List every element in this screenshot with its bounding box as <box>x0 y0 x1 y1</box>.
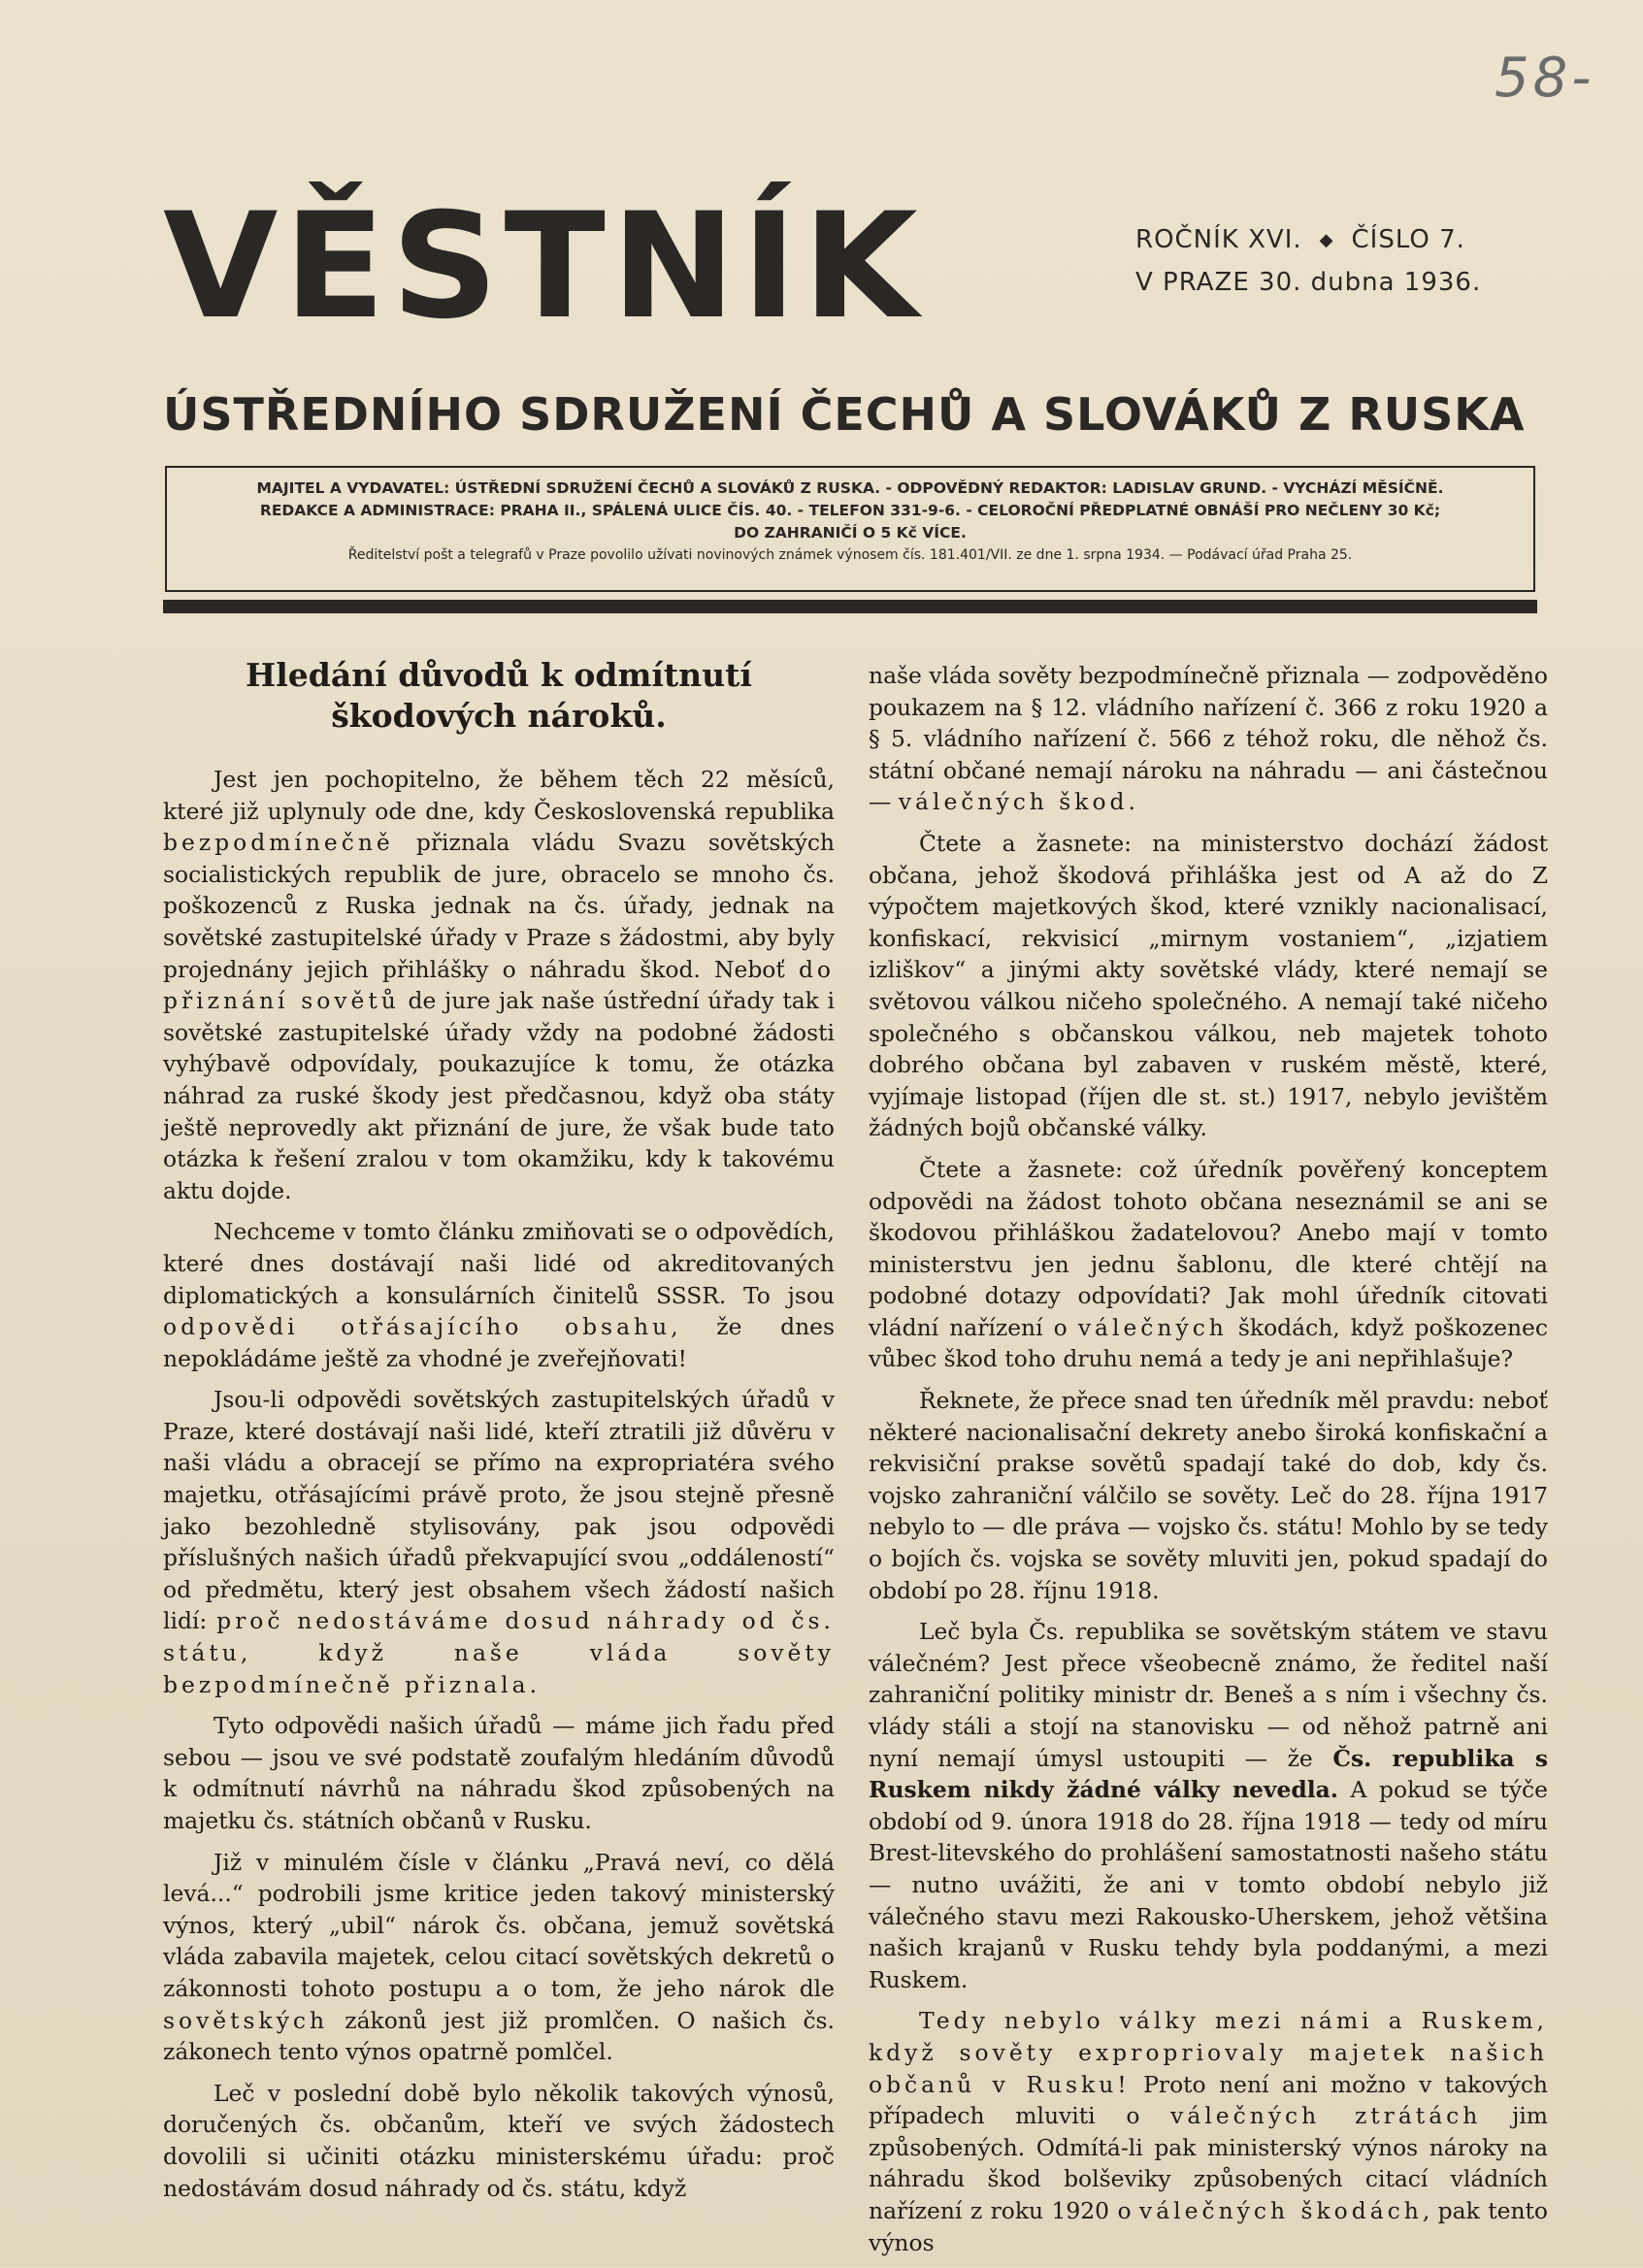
issue-info <box>1135 225 1481 297</box>
imprint-box <box>165 466 1535 592</box>
paragraph: Tedy nebylo války mezi námi a Ruskem, když sověty expropriovaly majetek našich občanů v Rusku! Proto není ani možno v takových případech mluviti o válečných ztrátách jim způsobených. Odmítá-li pak ministerský výnos nároky na náhradu škod bolševiky způsobených citací vládních nařízení z roku 1920 o válečných škodách, pak tento výnos <box>869 2007 1548 2256</box>
paragraph: Čtete a žasnete: na ministerstvo dochází žádost občana, jehož škodová přihláška jest od A až do Z výpočtem majetkových škod, které vznikly nacionalisací, konfiskací, rekvisicí „mirnym vostaniem“, „izjatiem izliškov“ a jinými akty sovětské vlády, které nemají se světovou válkou ničeho společného. A nemají také ničeho společného s občanskou válkou, neb majetek tohoto dobrého občana byl zabaven v ruském městě, které, vyjímaje listopad (říjen dle st. st.) 1917, nebylo jevištěm žádných bojů občanské války. <box>869 829 1548 1142</box>
masthead-rule <box>163 600 1537 613</box>
dateline: V PRAZE 30. dubna 1936. <box>1135 268 1482 297</box>
imprint-line-4: Ředitelství pošt a telegrafů v Praze povolilo užívati novinových známek výnosem čís. 181.401/VII. ze dne 1. srpna 1934. — Podávací úřad Praha 25. <box>347 547 1353 563</box>
paragraph: naše vláda sověty bezpodmínečně přiznala — zodpověděno poukazem na § 12. vládního nařízení č. 366 z roku 1920 a § 5. vládního nařízení č. 566 z téhož roku, dle něhož čs. státní občané nemají nároku na náhradu — ani částečnou — válečných škod. <box>869 662 1548 816</box>
article-column-left <box>163 655 835 2214</box>
paragraph: Řeknete, že přece snad ten úředník měl pravdu: neboť některé nacionalisační dekrety anebo široká konfiskační a rekvisiční prakse sovětů spadají také do dob, kdy čs. vojsko zahraniční válčilo se sověty. Leč do 28. října 1917 nebylo to — dle práva — vojsko čs. státu! Mohlo by se tedy o bojích čs. vojska se sověty mluviti jen, pokud spadají do období po 28. říjnu 1918. <box>869 1387 1548 1604</box>
imprint-line-1: MAJITEL A VYDAVATEL: ÚSTŘEDNÍ SDRUŽENÍ ČECHŮ A SLOVÁKŮ Z RUSKA. - ODPOVĚDNÝ REDAKTOR: LADISLAV GRUND. - VYCHÁZÍ MĚSÍČNĚ. <box>256 479 1444 497</box>
handwritten-note: 58- <box>1495 47 1595 110</box>
paragraph: Tyto odpovědi našich úřadů — máme jich řadu před sebou — jsou ve své podstatě zoufalým hledáním důvodů k odmítnutí návrhů na náhradu škod způsobených na majetku čs. státních občanů v Rusku. <box>163 1712 835 1834</box>
paragraph: Leč byla Čs. republika se sovětským státem ve stavu válečném? Jest přece všeobecně známo, že ředitel naší zahraniční politiky ministr dr. Beneš a s ním i všechny čs. vlády stáli a stojí na stanovisku — od něhož patrně ani nyní nemají úmysl ustoupiti — že Čs. republika s Ruskem nikdy žádné války nevedla. A pokud se týče období od 9. února 1918 do 28. října 1918 — tedy od míru Brest-litevského do prohlášení samostatnosti našeho státu — nutno uvážiti, že ani v tomto období nebylo již válečného stavu mezi Rakousko-Uherskem, jehož většina našich krajanů v Rusku tehdy byla poddanými, a mezi Ruskem. <box>869 1618 1548 1993</box>
article-column-right <box>869 660 1548 2268</box>
paragraph: Leč v poslední době bylo několik takových výnosů, doručených čs. občanům, kteří ve svých žádostech dovolili si učiniti otázku ministerskému úřadu: proč nedostávám dosud náhrady od čs. státu, když <box>163 2079 835 2202</box>
paragraph: Čtete a žasnete: což úředník pověřený konceptem odpovědi na žádost tohoto občana neseznámil se ani se škodovou přihláškou žadatelovou? Anebo mají v tomto ministerstvu jen jednu šablonu, dle které chtějí na podobné dotazy odpovídati? Jak mohl úředník citovati vládní nařízení o válečných škodách, když poškozenec vůbec škod toho druhu nemá a tedy je ani nepřihlašuje? <box>869 1155 1548 1373</box>
diamond-icon: ◆ <box>1319 229 1334 250</box>
imprint-line-2: REDAKCE A ADMINISTRACE: PRAHA II., SPÁLENÁ ULICE ČÍS. 40. - TELEFON 331-9-6. - CELOROČNÍ PŘEDPLATNÉ OBNÁŠÍ PRO NEČLENY 30 Kč; <box>259 502 1441 519</box>
volume-label: ROČNÍK XVI. <box>1135 225 1302 254</box>
paragraph: Jsou-li odpovědi sovětských zastupitelských úřadů v Praze, které dostávají naši lidé, kteří ztratili již důvěru v naši vládu a obracejí se přímo na expropriatéra svého majetku, otřásajícími právě proto, že jsou stejně přesně jako bezohledně stylisovány, pak jsou odpovědi příslušných našich úřadů překvapující svou „oddáleností“ od předmětu, který jest obsahem všech žádostí našich lidí: proč nedostáváme dosud náhrady od čs. státu, když naše vláda sověty bezpodmínečně přiznala. <box>163 1386 835 1698</box>
paragraph: Jest jen pochopitelno, že během těch 22 měsíců, které již uplynuly ode dne, kdy Československá republika bezpodmínečně přiznala vládu Svazu sovětských socialistických republik de jure, obracelo se mnoho čs. poškozenců z Ruska jednak na čs. úřady, jednak na sovětské zastupitelské úřady v Praze s žádostmi, aby byly projednány jejich přihlášky o náhradu škod. Neboť do přiznání sovětů de jure jak naše ústřední úřady tak i sovětské zastupitelské úřady vždy na podobné žádosti vyhýbavě odpovídaly, poukazujíce k tomu, že otázka náhrad za ruské škody jest předčasnou, když oba státy ještě neprovedly akt přiznání de jure, že však bude tato otázka k řešení zralou v tom okamžiku, kdy k takovému aktu dojde. <box>163 766 835 1204</box>
paragraph: Nechceme v tomto článku zmiňovati se o odpovědích, které dnes dostávají naši lidé od akreditovaných diplomatických a konsulárních činitelů SSSR. To jsou odpovědi otřásajícího obsahu, že dnes nepokládáme ještě za vhodné je zveřejňovati! <box>163 1218 835 1372</box>
article-headline: Hledání důvodů k odmítnutí škodových nároků. <box>246 656 752 735</box>
paragraph: Již v minulém čísle v článku „Pravá neví, co dělá levá...“ podrobili jsme kritice jeden takový ministerský výnos, který „ubil“ nárok čs. občana, jemuž sovětská vláda zabavila majetek, celou citací sovětských dekretů o zákonnosti tohoto postupu a o tom, že jeho nárok dle sovětských zákonů jest již promlčen. O našich čs. zákonech tento výnos opatrně pomlčel. <box>163 1848 835 2066</box>
issue-number: ČÍSLO 7. <box>1351 225 1465 254</box>
masthead-subtitle: ÚSTŘEDNÍHO SDRUŽENÍ ČECHŮ A SLOVÁKŮ Z RUSKA <box>163 388 1526 441</box>
masthead-title: VĚSTNÍK <box>163 182 924 351</box>
imprint-line-3: DO ZAHRANIČÍ O 5 Kč VÍCE. <box>734 524 967 542</box>
